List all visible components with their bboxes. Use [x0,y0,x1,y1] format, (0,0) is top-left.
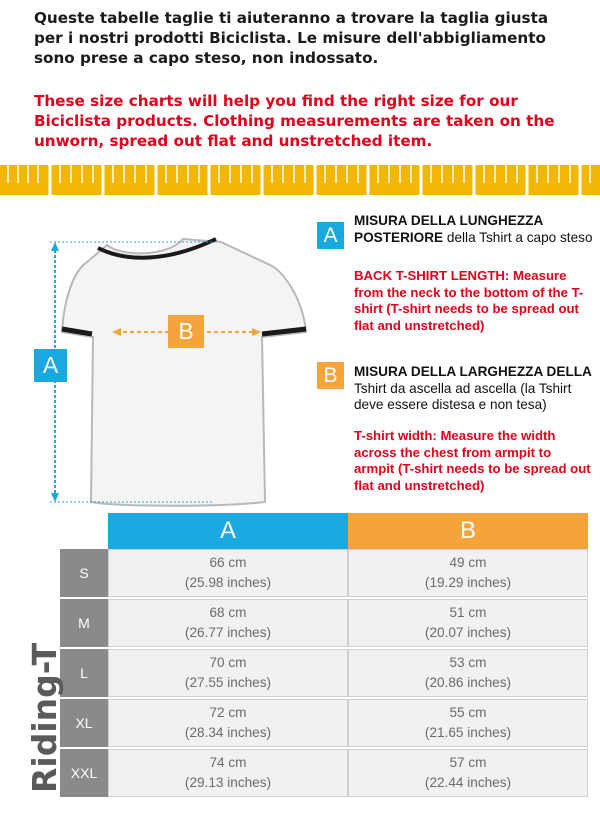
measure-a-title-bold: MISURA DELLA LUNGHEZZA POSTERIORE [354,213,543,245]
cell-b-cm: 49 cm [449,555,487,570]
cell-a-inches: (28.34 inches) [184,725,272,740]
cell-a-inches: (25.98 inches) [184,575,272,590]
size-label: L [60,649,108,697]
cell-b-inches: (20.07 inches) [424,625,512,640]
cell-a [108,649,348,697]
measure-b-title-rest: Tshirt da ascella ad ascella (la Tshirt deve essere distesa e non tesa) [354,380,572,412]
cell-b [348,649,588,697]
cell-a [108,699,348,747]
table-row [60,699,588,749]
table-row [60,599,588,649]
tshirt-icon [62,239,306,506]
measure-b-title-bold: MISURA DELLA LARGHEZZA DELLA [354,364,592,379]
cell-b-inches: (19.29 inches) [424,575,512,590]
diagram-label-a: A [34,349,67,382]
table-header-b: B [348,513,588,549]
cell-a-inches: (27.55 inches) [184,675,272,690]
cell-b [348,599,588,647]
cell-a-inches: (29.13 inches) [184,775,272,790]
diagram-label-b: B [168,315,204,348]
cell-a-cm: 70 cm [209,655,247,670]
cell-b-cm: 51 cm [449,605,487,620]
cell-a-inches: (26.77 inches) [184,625,272,640]
table-row [60,749,588,799]
cell-a-cm: 74 cm [209,755,247,770]
ruler-decoration [0,165,600,195]
measure-b-title [354,364,594,414]
measure-a-title-rest: della Tshirt a capo steso [443,229,593,245]
cell-b-inches: (22.44 inches) [424,775,512,790]
cell-a [108,549,348,597]
table-row [60,649,588,699]
measure-a-description: BACK T-SHIRT LENGTH: Measure from the neck to the bottom of the T-shirt (T-shirt needs to be spread out flat and unstretched) [354,268,584,333]
cell-b [348,699,588,747]
product-name: Riding-T [25,642,64,793]
size-label: XXL [60,749,108,797]
measure-b-badge: B [317,362,344,389]
cell-a [108,599,348,647]
measure-a-badge: A [317,222,344,249]
cell-a [108,749,348,797]
cell-b-inches: (21.65 inches) [424,725,512,740]
intro-english: These size charts will help you find the right size for our Biciclista products. Clothing measurements are taken on the unworn, spread out flat and unstretched item. [34,92,555,150]
measure-a-title [354,213,594,246]
cell-b-inches: (20.86 inches) [424,675,512,690]
cell-b-cm: 57 cm [449,755,487,770]
table-header-a: A [108,513,348,549]
cell-a-cm: 66 cm [209,555,247,570]
measure-b-description: T-shirt width: Measure the width across the chest from armpit to armpit (T-shirt needs to be spread out flat and unstretched) [354,428,591,493]
table-row [60,549,588,599]
intro-italian: Queste tabelle taglie ti aiuteranno a trovare la taglia giusta per i nostri prodotti Biciclista. Le misure dell'abbigliamento sono prese a capo steso, non indossato. [34,9,549,67]
cell-a-cm: 68 cm [209,605,247,620]
cell-b [348,549,588,597]
cell-a-cm: 72 cm [209,705,247,720]
size-label: S [60,549,108,597]
size-label: M [60,599,108,647]
cell-b-cm: 53 cm [449,655,487,670]
size-table [60,549,588,799]
cell-b [348,749,588,797]
size-label: XL [60,699,108,747]
cell-b-cm: 55 cm [449,705,487,720]
